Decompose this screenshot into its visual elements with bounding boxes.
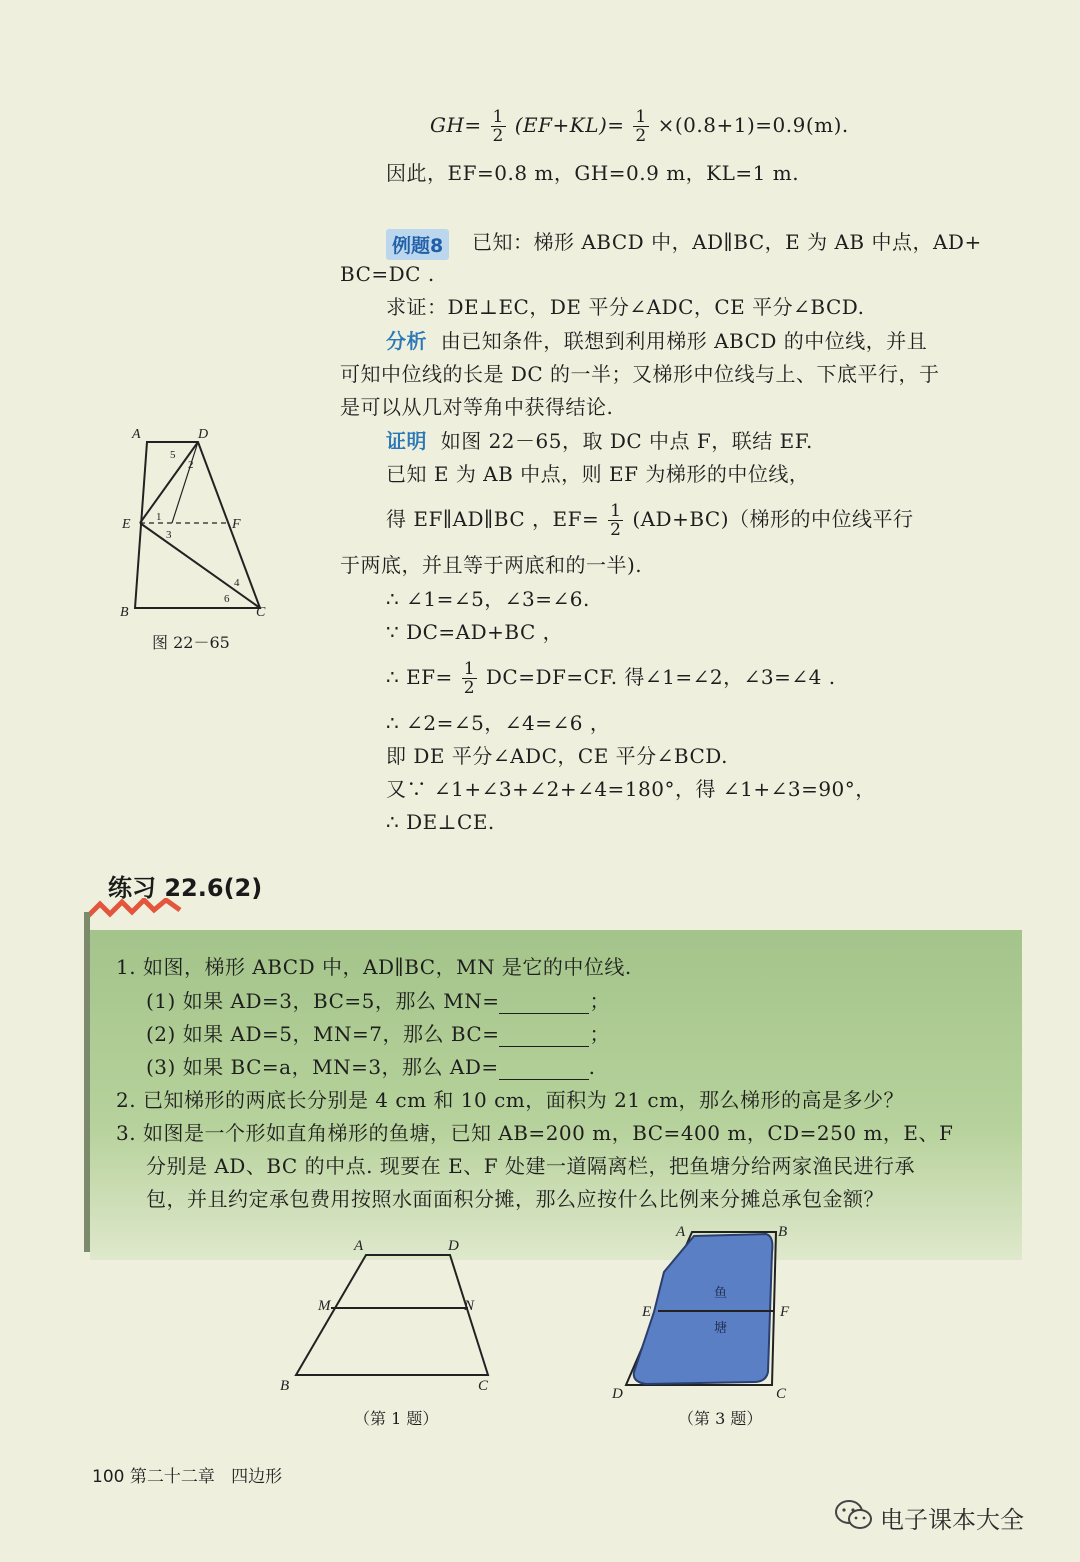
answer-blank-1a[interactable] bbox=[499, 994, 589, 1014]
figure-q1-trapezoid bbox=[270, 1230, 510, 1400]
gh-formula bbox=[430, 108, 849, 145]
figure-22-65 bbox=[110, 420, 290, 620]
gh-rhs: ×(0.8+1)=0.9(m). bbox=[657, 113, 849, 137]
fig1-label-b: B bbox=[280, 1378, 290, 1394]
proof-step6: 又∵ ∠1+∠3+∠2+∠4=180°，得 ∠1+∠3=90°， bbox=[386, 777, 876, 801]
example-given-line2: BC=DC . bbox=[340, 262, 435, 286]
q1b-semi: ； bbox=[589, 1022, 610, 1046]
pond-label-2: 塘 bbox=[714, 1321, 728, 1336]
chapter-label: 第二十二章 bbox=[129, 1467, 215, 1487]
example-tag: 例题8 bbox=[386, 229, 449, 260]
q1c-period: . bbox=[588, 1055, 596, 1079]
question-3-line1: 3. 如图是一个形如直角梯形的鱼塘，已知 AB=200 m，BC=400 m，CD=250 m，E、F bbox=[116, 1121, 954, 1145]
fig1-label-m: M bbox=[318, 1298, 331, 1314]
q1a-semi: ； bbox=[589, 989, 610, 1013]
page-number: 100 bbox=[92, 1467, 125, 1487]
page-footer bbox=[92, 1462, 282, 1487]
frac-num: 1 bbox=[610, 501, 622, 521]
proof-text1: 如图 22－65，取 DC 中点 F，联结 EF. bbox=[440, 429, 813, 453]
fig65-label-c: C bbox=[256, 605, 266, 620]
fig65-angle-5: 5 bbox=[170, 449, 176, 461]
q1a-text: (1) 如果 AD=3，BC=5，那么 MN= bbox=[146, 989, 500, 1013]
fraction-half bbox=[633, 108, 648, 145]
proof-line3 bbox=[386, 502, 914, 539]
conclusion-text: 因此，EF=0.8 m，GH=0.9 m，KL=1 m. bbox=[386, 161, 800, 185]
answer-blank-1c[interactable] bbox=[499, 1060, 589, 1080]
proof3-part-a: 得 EF∥AD∥BC ，EF= bbox=[386, 507, 600, 531]
fig3-label-b: B bbox=[778, 1224, 788, 1240]
fig65-label-e: E bbox=[122, 517, 131, 532]
question-3-line3: 包，并且约定承包费用按照水面面积分摊，那么应按什么比例来分摊总承包金额？ bbox=[146, 1187, 884, 1211]
figure-q3-pond bbox=[606, 1222, 806, 1402]
fraction-half bbox=[608, 502, 623, 539]
fraction-half bbox=[491, 108, 506, 145]
proof-line2: 已知 E 为 AB 中点，则 EF 为梯形的中位线， bbox=[386, 462, 810, 486]
fig3-label-c: C bbox=[776, 1386, 787, 1402]
proof-step3 bbox=[386, 660, 836, 697]
proof3-part-b: (AD+BC)（梯形的中位线平行 bbox=[632, 507, 914, 531]
pond-label-1: 鱼 bbox=[714, 1286, 728, 1301]
proof-keyword: 证明 bbox=[386, 429, 427, 453]
analysis-keyword: 分析 bbox=[386, 329, 427, 353]
frac-den: 2 bbox=[610, 520, 622, 540]
frac-num: 1 bbox=[492, 107, 504, 127]
frac-den: 2 bbox=[492, 126, 504, 146]
pond-shape bbox=[634, 1234, 773, 1384]
fig3-label-e: E bbox=[642, 1304, 652, 1320]
exercise-title: 练习 22.6(2) bbox=[108, 874, 263, 902]
figure-q1-caption: （第 1 题） bbox=[354, 1409, 439, 1428]
proof-line4: 于两底，并且等于两底和的一半). bbox=[340, 553, 643, 577]
analysis-line3: 是可以从几对等角中获得结论. bbox=[340, 395, 614, 419]
analysis-line2: 可知中位线的长是 DC 的一半；又梯形中位线与上、下底平行，于 bbox=[340, 362, 940, 386]
answer-blank-1b[interactable] bbox=[499, 1027, 589, 1047]
q1c-text: (3) 如果 BC=a，MN=3，那么 AD= bbox=[146, 1055, 499, 1079]
figure-65-caption: 图 22－65 bbox=[152, 633, 230, 652]
analysis-text1: 由已知条件，联想到利用梯形 ABCD 的中位线，并且 bbox=[440, 329, 928, 353]
fig3-label-a: A bbox=[676, 1224, 686, 1240]
fig65-label-b: B bbox=[120, 605, 129, 620]
proof-line1 bbox=[386, 428, 813, 454]
frac-den: 2 bbox=[463, 678, 476, 698]
question-2: 2. 已知梯形的两底长分别是 4 cm 和 10 cm，面积为 21 cm，那么梯形的高是多少？ bbox=[116, 1088, 905, 1112]
frac-num: 1 bbox=[635, 107, 647, 127]
fig65-angle-1: 1 bbox=[156, 511, 162, 523]
fig65-angle-2: 2 bbox=[188, 459, 194, 471]
fig65-angle-3: 3 bbox=[166, 529, 172, 541]
zigzag-decoration-icon bbox=[88, 898, 188, 920]
fig1-label-n: N bbox=[464, 1298, 475, 1314]
question-3-line2: 分别是 AD、BC 的中点. 现要在 E、F 处建一道隔离栏，把鱼塘分给两家渔民进行承 bbox=[146, 1154, 915, 1178]
q1b-text: (2) 如果 AD=5，MN=7，那么 BC= bbox=[146, 1022, 500, 1046]
proof-step1: ∴ ∠1=∠5，∠3=∠6. bbox=[386, 587, 590, 611]
watermark-text: 电子课本大全 bbox=[880, 1506, 1024, 1534]
step3-part-a: ∴ EF= bbox=[386, 665, 453, 689]
fig65-label-d: D bbox=[198, 427, 209, 442]
proof-step4: ∴ ∠2=∠5，∠4=∠6 ， bbox=[386, 711, 611, 735]
fig1-label-c: C bbox=[478, 1378, 489, 1394]
fig65-angle-4: 4 bbox=[234, 577, 240, 589]
fraction-half bbox=[462, 660, 477, 697]
analysis-line1 bbox=[386, 328, 927, 354]
fig1-label-d: D bbox=[448, 1238, 459, 1254]
wechat-icon bbox=[834, 1498, 874, 1532]
fig65-angle-6: 6 bbox=[224, 593, 230, 605]
gh-mid: (EF+KL)= bbox=[514, 113, 625, 137]
fig1-label-a: A bbox=[354, 1238, 364, 1254]
proof-step2: ∵ DC=AD+BC ， bbox=[386, 620, 564, 644]
question-1a bbox=[146, 988, 610, 1014]
frac-den: 2 bbox=[635, 126, 647, 146]
proof-step7: ∴ DE⊥CE. bbox=[386, 810, 495, 834]
proof-step5: 即 DE 平分∠ADC，CE 平分∠BCD. bbox=[386, 744, 728, 768]
frac-num: 1 bbox=[463, 659, 476, 679]
question-1: 1. 如图，梯形 ABCD 中，AD∥BC，MN 是它的中位线. bbox=[116, 955, 632, 979]
gh-lhs: GH= bbox=[430, 113, 482, 137]
fig65-label-f: F bbox=[232, 517, 241, 532]
example-prove: 求证：DE⊥EC，DE 平分∠ADC，CE 平分∠BCD. bbox=[386, 295, 865, 319]
section-label: 四边形 bbox=[231, 1467, 283, 1487]
fig3-label-f: F bbox=[780, 1304, 790, 1320]
example-given-line1: 已知：梯形 ABCD 中，AD∥BC，E 为 AB 中点，AD+ bbox=[472, 230, 982, 254]
question-1c bbox=[146, 1054, 596, 1080]
fig65-label-a: A bbox=[132, 427, 141, 442]
question-1b bbox=[146, 1021, 610, 1047]
figure-q3-caption: （第 3 题） bbox=[678, 1409, 763, 1428]
step3-part-b: DC=DF=CF. 得∠1=∠2，∠3=∠4 . bbox=[485, 665, 836, 689]
fig3-label-d: D bbox=[612, 1386, 623, 1402]
